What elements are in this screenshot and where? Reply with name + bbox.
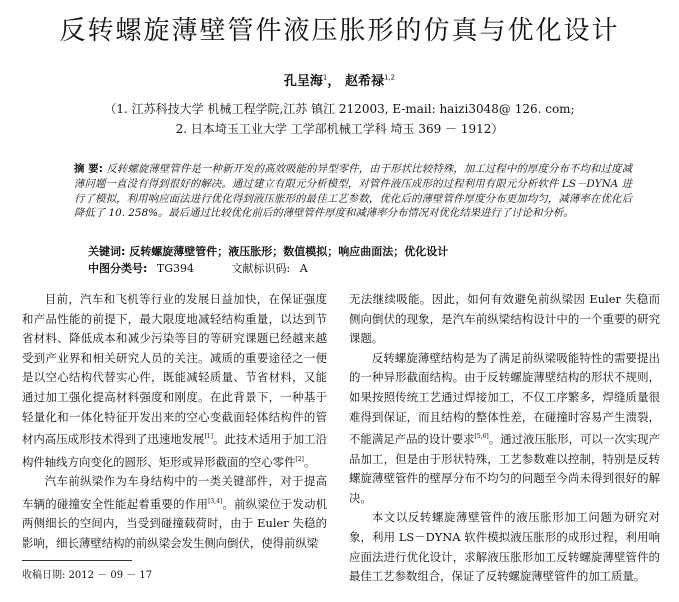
body-paragraph (22, 472, 327, 553)
author-line (0, 70, 679, 89)
abstract-label: 摘 要: (74, 163, 103, 175)
affiliation-2: 2. 日本埼玉工业大学 工学部机械工学科 埼玉 369 － 1912） (175, 122, 504, 136)
doc-code-value: A (299, 262, 308, 275)
body-text: 。此技术适用于加工沿构件轴线方向变化的圆形、矩形或异形截面的空心零件 (22, 431, 327, 469)
body-text: 。 (303, 454, 316, 469)
body-text: 。前纵梁位于发动机两侧细长的空间内，当受到碰撞载荷时，由于 Euler 失稳的影响，细长薄壁结构的前纵梁会发生侧向倒伏，使得前纵梁 (22, 496, 327, 550)
author-affiliation-mark: 1,2 (383, 73, 396, 82)
body-text: 本文以反转螺旋薄壁管件的液压胀形加工问题为研究对象，利用 LS－DYNA 软件模拟液压胀形的成形过程，利用响应面法进行优化设计，求解液压胀形加工反转螺旋薄壁管件的最佳工艺参数组合，保证了反转螺旋薄壁管件的加工质量。 (349, 510, 660, 584)
body-text: 。通过液压胀形，可以一次实现产品加工，但是由于形状特殊，工艺参数难以控制，特别是反转螺旋薄壁管件的壁厚分布不均匀的问题至今尚未得到很好的解决。 (349, 431, 660, 505)
doc-code-label: 文献标识码: (231, 262, 291, 275)
body-text: 汽车前纵梁作为车身结构中的一类关键部件，对于提高车辆的碰撞安全性能起着重要的作用 (22, 473, 327, 511)
author-separator: ， (327, 74, 341, 89)
affiliation-1: （1. 江苏科技大学 机械工程学院,江苏 镇江 212003, E-mail: haizi3048@ 126. com; (104, 102, 575, 116)
paper-title: 反转螺旋薄壁管件液压胀形的仿真与优化设计 (59, 16, 620, 46)
clc-label: 中图分类号: (88, 262, 148, 275)
keywords-label: 关键词: (88, 245, 126, 258)
body-paragraph (349, 349, 660, 509)
author-name: 孔呈海 (283, 74, 323, 89)
citation: [1] (204, 433, 213, 441)
citation: [2] (295, 455, 304, 463)
clc-value: TG394 (156, 262, 195, 275)
body-paragraph (349, 508, 660, 586)
body-text: 反转螺旋薄壁结构是为了满足前纵梁吸能特性的需要提出的一种异形截面结构。由于反转螺旋薄壁结构的形状不规则，如果按照传统工艺通过焊接加工，不仅工序繁多，焊缝质量很难得到保证，而且结构的整体性差，在碰撞时容易产生溃裂，不能满足产品的设计要求 (349, 350, 660, 446)
footnote-rule (22, 560, 132, 561)
body-column-left (22, 290, 327, 553)
body-paragraph (349, 290, 660, 349)
abstract (74, 162, 632, 221)
author-affiliation-mark: 1 (322, 73, 328, 82)
citation: [3,4] (208, 497, 223, 505)
body-paragraph (22, 290, 327, 472)
classification-line (88, 260, 308, 276)
citation: [5,6] (474, 433, 489, 441)
keywords (88, 243, 448, 259)
received-date-footnote: 收稿日期: 2012 － 09 － 17 (22, 570, 153, 581)
abstract-text: 反转螺旋薄壁管件是一种新开发的高效吸能的异型零件，由于形状比较特殊，加工过程中的厚度分布不均和过度减薄问题一直没有得到很好的解决。通过建立有限元分析模型，对管件液压成形的过程利用有限元分析软件 LS－DYNA 进行了模拟，利用响应面法进行优化得到液压胀形的最佳工艺参数，优化后的薄壁管件厚度分布更加均匀，减薄率在优化后降低了 10. 258%。最后通过比较优化前后的薄壁管件厚度和减薄率分布情况对优化结果进行了讨论和分析。 (74, 163, 632, 220)
body-text: 无法继续吸能。因此，如何有效避免前纵梁因 Euler 失稳而侧向倒伏的现象，是汽车前纵梁结构设计中的一个重要的研究课题。 (349, 292, 660, 346)
author-name: 赵希禄 (344, 74, 384, 89)
keywords-text: 反转螺旋薄壁管件；液压胀形；数值模拟；响应曲面法；优化设计 (129, 245, 449, 258)
body-column-right (349, 290, 660, 587)
body-text: 目前，汽车和飞机等行业的发展日益加快，在保证强度和产品性能的前提下，最大限度地减轻结构重量，以达到节省材料、降低成本和减少污染等目的等研究课题已经越来越受到产业界和相关研究人员的关注。减质的重要途径之一便是以空心结构代替实心件，既能减轻质量、节省材料，又能通过加工强化提高材料强度和刚度。在此背景下，一种基于轻量化和一体化特征开发出来的空心变截面轻体结构件的管材内高压成形技术得到了迅速地发展 (22, 292, 327, 446)
